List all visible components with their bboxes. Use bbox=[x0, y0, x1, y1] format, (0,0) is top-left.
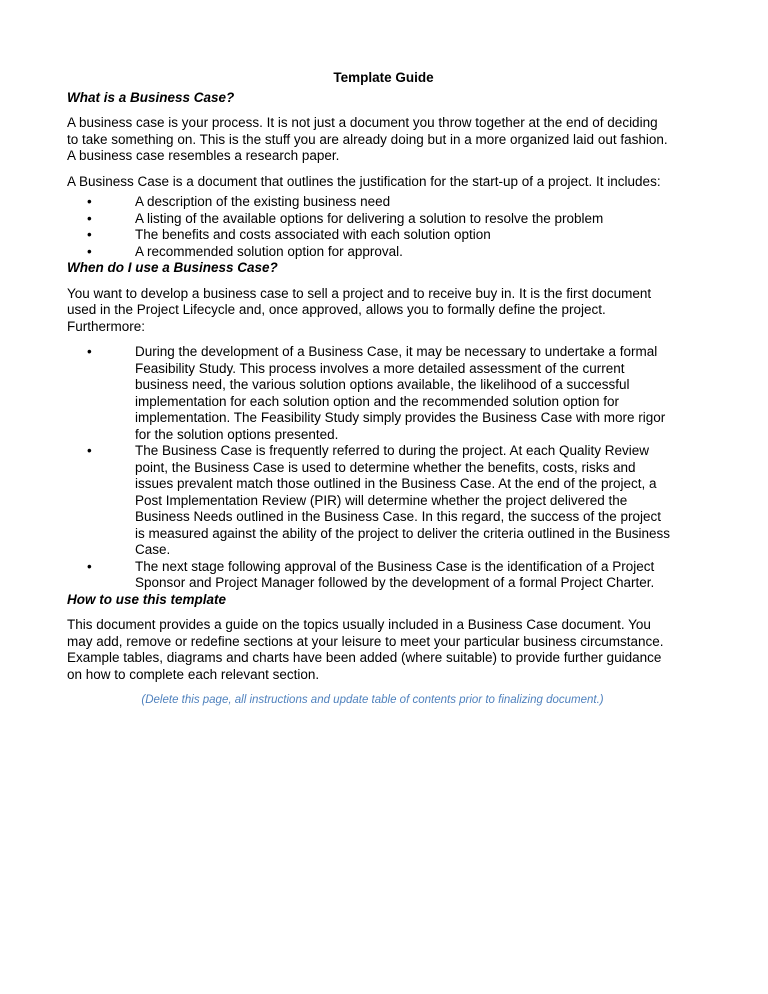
list-item bbox=[67, 194, 672, 211]
list-item-text: During the development of a Business Case, it may be necessary to undertake a formal Feasibility Study. This process involves a more detailed assessment of the current business need, the various solution options available, the likelihood of a successful implementation for each solution option and the recommended solution option for implementation. The Feasibility Study simply provides the Business Case with more rigor for the solution options presented. bbox=[135, 344, 666, 442]
bullet-icon: • bbox=[87, 443, 92, 458]
paragraph-what-2: A Business Case is a document that outlines the justification for the start-up of a project. It includes: bbox=[67, 173, 661, 189]
list-item-text: The benefits and costs associated with each solution option bbox=[135, 227, 491, 242]
heading-when-to-use: When do I use a Business Case? bbox=[67, 260, 278, 275]
instruction-note: (Delete this page, all instructions and update table of contents prior to finalizing document.) bbox=[141, 694, 604, 706]
list-item-text: The Business Case is frequently referred to during the project. At each Quality Review point, the Business Case is used to determine whether the benefits, costs, risks and issues prevalent match those outlined in the Business Case. At the end of the project, a Post Implementation Review (PIR) will determine whether the project delivered the Business Needs outlined in the Business Case. In this regard, the success of the project is measured against the ability of the project to deliver the criteria outlined in the Business Case. bbox=[135, 443, 671, 557]
list-item-text: The next stage following approval of the Business Case is the identification of a Project Sponsor and Project Manager followed by the development of a formal Project Charter. bbox=[135, 558, 655, 590]
bullet-icon: • bbox=[87, 227, 92, 242]
list-item-text: A description of the existing business need bbox=[135, 194, 391, 209]
list-item bbox=[67, 443, 672, 559]
bullet-icon: • bbox=[87, 344, 92, 359]
bullet-list-furthermore bbox=[67, 344, 672, 592]
paragraph-how-1: This document provides a guide on the topics usually included in a Business Case document. You may add, remove or redefine sections at your leisure to meet your particular business circumstance. Example tables, diagrams and charts have been added (where suitable) to provide further guidance on how to complete each relevant section. bbox=[67, 617, 664, 682]
list-item-text: A recommended solution option for approval. bbox=[135, 243, 403, 259]
heading-how-to-use-template: How to use this template bbox=[67, 591, 227, 607]
bullet-list-includes bbox=[67, 194, 672, 260]
list-item bbox=[67, 227, 672, 244]
heading-what-is-business-case: What is a Business Case? bbox=[67, 89, 235, 105]
paragraph-what-1: A business case is your process. It is not just a document you throw together at the end of deciding to take something on. This is the stuff you are already doing but in a more organized laid out fashion. A business case resembles a research paper. bbox=[67, 115, 668, 163]
list-item bbox=[67, 244, 672, 261]
list-item bbox=[67, 559, 672, 592]
document-title: Template Guide bbox=[333, 70, 434, 85]
list-item bbox=[67, 344, 672, 443]
list-item-text: A listing of the available options for delivering a solution to resolve the problem bbox=[135, 210, 604, 226]
bullet-icon: • bbox=[87, 210, 92, 226]
bullet-icon: • bbox=[87, 194, 92, 209]
bullet-icon: • bbox=[87, 243, 92, 259]
bullet-icon: • bbox=[87, 558, 92, 574]
paragraph-when-1: You want to develop a business case to sell a project and to receive buy in. It is the first document used in the Project Lifecycle and, once approved, allows you to formally define the project. Furthermore: bbox=[67, 285, 652, 334]
list-item bbox=[67, 211, 672, 228]
